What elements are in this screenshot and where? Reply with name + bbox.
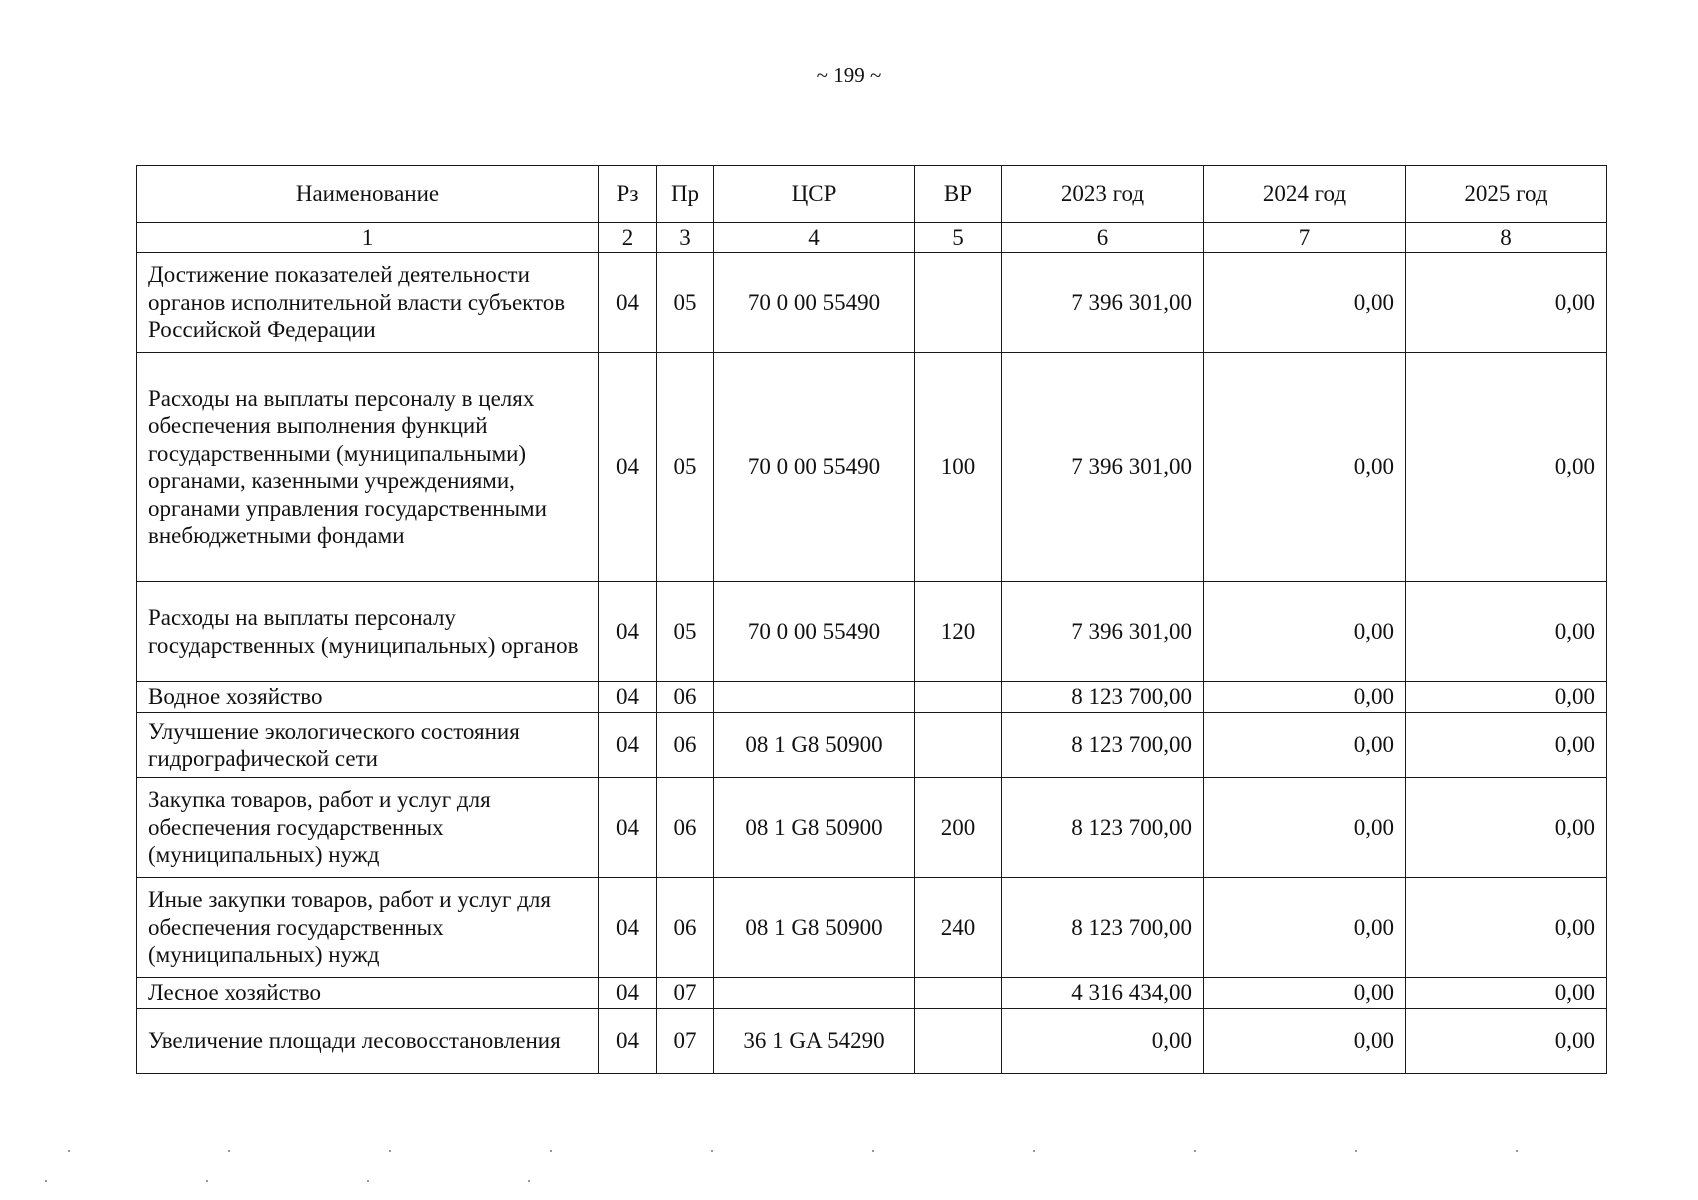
row-rz: 04 (599, 978, 657, 1009)
row-2023: 8 123 700,00 (1002, 682, 1204, 713)
header-rz: Рз (599, 166, 657, 223)
row-pr: 07 (657, 1009, 714, 1074)
row-2023: 0,00 (1002, 1009, 1204, 1074)
row-pr: 05 (657, 353, 714, 582)
row-pr: 05 (657, 582, 714, 682)
header-row (137, 166, 1607, 223)
row-2024: 0,00 (1204, 978, 1406, 1009)
table-row (137, 253, 1607, 353)
row-rz: 04 (599, 253, 657, 353)
row-2023: 7 396 301,00 (1002, 582, 1204, 682)
row-pr: 06 (657, 682, 714, 713)
row-2025: 0,00 (1406, 582, 1607, 682)
row-2023: 8 123 700,00 (1002, 878, 1204, 978)
scan-speck (528, 1180, 530, 1182)
table-row (137, 878, 1607, 978)
column-number: 2 (599, 223, 657, 253)
row-csr: 70 0 00 55490 (714, 353, 915, 582)
column-number: 4 (714, 223, 915, 253)
header-2025: 2025 год (1406, 166, 1607, 223)
row-2024: 0,00 (1204, 582, 1406, 682)
row-pr: 05 (657, 253, 714, 353)
row-name: Улучшение экологического состояния гидрографической сети (137, 713, 599, 778)
column-number: 3 (657, 223, 714, 253)
column-number: 7 (1204, 223, 1406, 253)
row-2024: 0,00 (1204, 1009, 1406, 1074)
header-2023: 2023 год (1002, 166, 1204, 223)
row-vr: 100 (915, 353, 1002, 582)
row-pr: 07 (657, 978, 714, 1009)
row-rz: 04 (599, 1009, 657, 1074)
column-number: 8 (1406, 223, 1607, 253)
row-2025: 0,00 (1406, 778, 1607, 878)
row-2025: 0,00 (1406, 713, 1607, 778)
row-2023: 8 123 700,00 (1002, 713, 1204, 778)
row-vr (915, 978, 1002, 1009)
page-number: ~ 199 ~ (816, 63, 882, 87)
header-csr: ЦСР (714, 166, 915, 223)
table-row (137, 778, 1607, 878)
scan-speck (68, 1150, 70, 1152)
row-name: Закупка товаров, работ и услуг для обеспечения государственных (муниципальных) нужд (137, 778, 599, 878)
column-number: 1 (137, 223, 599, 253)
row-2023: 7 396 301,00 (1002, 253, 1204, 353)
scan-speck (711, 1150, 713, 1152)
row-vr: 120 (915, 582, 1002, 682)
table-row (137, 682, 1607, 713)
row-name: Водное хозяйство (137, 682, 599, 713)
row-2025: 0,00 (1406, 682, 1607, 713)
scan-speck (206, 1180, 208, 1182)
scan-speck (1033, 1150, 1035, 1152)
row-2024: 0,00 (1204, 253, 1406, 353)
row-2023: 7 396 301,00 (1002, 353, 1204, 582)
row-rz: 04 (599, 878, 657, 978)
table-row (137, 353, 1607, 582)
row-csr: 36 1 GA 54290 (714, 1009, 915, 1074)
row-csr: 08 1 G8 50900 (714, 878, 915, 978)
row-2024: 0,00 (1204, 682, 1406, 713)
row-2025: 0,00 (1406, 878, 1607, 978)
row-name: Расходы на выплаты персоналу государственных (муниципальных) органов (137, 582, 599, 682)
row-2023: 4 316 434,00 (1002, 978, 1204, 1009)
scan-speck (1194, 1150, 1196, 1152)
scan-speck (550, 1150, 552, 1152)
scan-speck (228, 1150, 230, 1152)
row-csr: 70 0 00 55490 (714, 582, 915, 682)
table-row (137, 1009, 1607, 1074)
row-vr: 240 (915, 878, 1002, 978)
row-2025: 0,00 (1406, 253, 1607, 353)
row-rz: 04 (599, 778, 657, 878)
column-number: 6 (1002, 223, 1204, 253)
row-2024: 0,00 (1204, 713, 1406, 778)
row-2025: 0,00 (1406, 353, 1607, 582)
row-2025: 0,00 (1406, 1009, 1607, 1074)
row-rz: 04 (599, 682, 657, 713)
row-vr (915, 1009, 1002, 1074)
row-name: Лесное хозяйство (137, 978, 599, 1009)
row-vr: 200 (915, 778, 1002, 878)
scan-speck (872, 1150, 874, 1152)
row-2024: 0,00 (1204, 353, 1406, 582)
header-2024: 2024 год (1204, 166, 1406, 223)
table-row (137, 713, 1607, 778)
scan-speck (1516, 1150, 1518, 1152)
header-pr: Пр (657, 166, 714, 223)
row-2024: 0,00 (1204, 778, 1406, 878)
row-vr (915, 713, 1002, 778)
row-vr (915, 682, 1002, 713)
column-number-row (137, 223, 1607, 253)
row-vr (915, 253, 1002, 353)
row-name: Расходы на выплаты персоналу в целях обеспечения выполнения функций государственными (муниципальными) органами, казенными учреждениями, органами управления государственными внебюджетными фондами (137, 353, 599, 582)
row-2025: 0,00 (1406, 978, 1607, 1009)
table-row (137, 978, 1607, 1009)
column-number: 5 (915, 223, 1002, 253)
row-rz: 04 (599, 353, 657, 582)
row-csr: 70 0 00 55490 (714, 253, 915, 353)
scan-speck (45, 1180, 47, 1182)
table-row (137, 582, 1607, 682)
row-csr: 08 1 G8 50900 (714, 713, 915, 778)
row-csr: 08 1 G8 50900 (714, 778, 915, 878)
row-pr: 06 (657, 878, 714, 978)
row-name: Иные закупки товаров, работ и услуг для обеспечения государственных (муниципальных) нужд (137, 878, 599, 978)
row-rz: 04 (599, 713, 657, 778)
row-csr (714, 978, 915, 1009)
budget-table (136, 165, 1607, 1074)
row-pr: 06 (657, 713, 714, 778)
row-pr: 06 (657, 778, 714, 878)
header-vr: ВР (915, 166, 1002, 223)
scan-speck (389, 1150, 391, 1152)
scan-speck (1355, 1150, 1357, 1152)
row-2023: 8 123 700,00 (1002, 778, 1204, 878)
row-2024: 0,00 (1204, 878, 1406, 978)
row-csr (714, 682, 915, 713)
scan-speck (367, 1180, 369, 1182)
row-rz: 04 (599, 582, 657, 682)
header-name: Наименование (137, 166, 599, 223)
row-name: Увеличение площади лесовосстановления (137, 1009, 599, 1074)
row-name: Достижение показателей деятельности органов исполнительной власти субъектов Российской Федерации (137, 253, 599, 353)
